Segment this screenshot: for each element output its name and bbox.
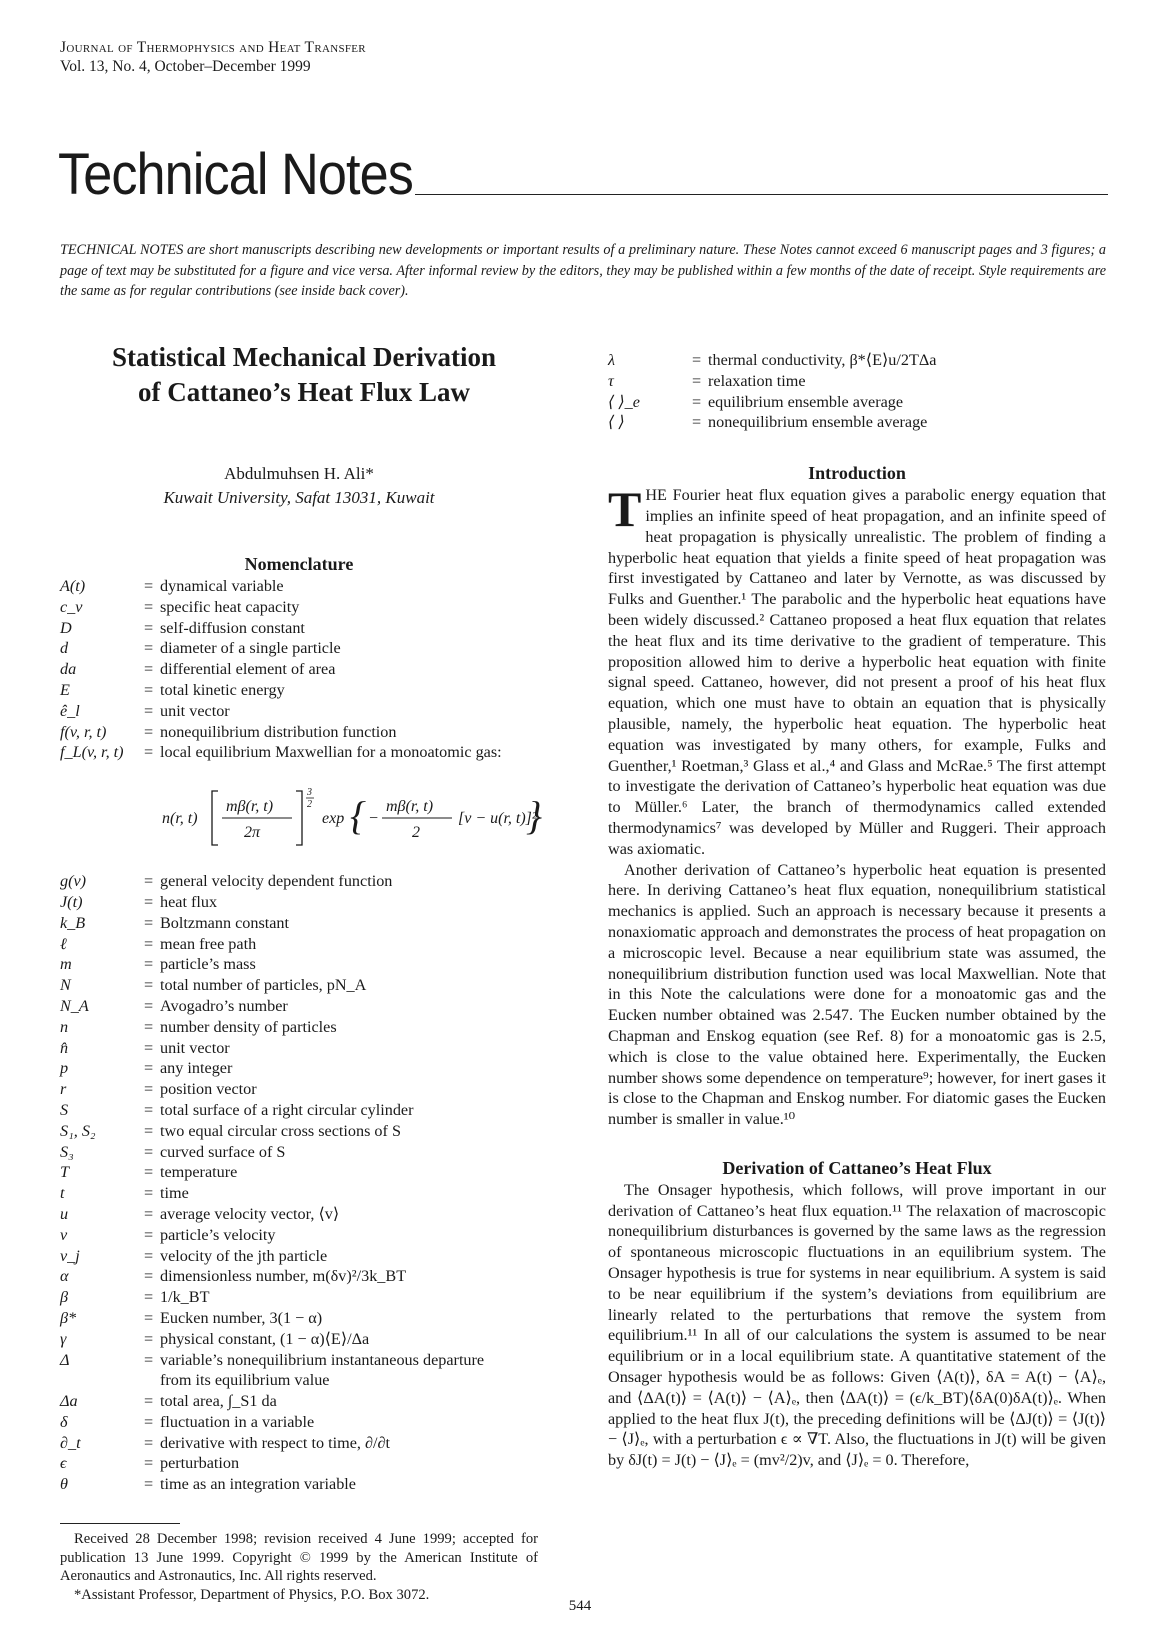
svg-text:3: 3: [307, 787, 312, 799]
nomenclature-definition-text: Avogadro’s number: [160, 996, 288, 1015]
nomenclature-symbol: c_v: [60, 597, 83, 616]
nomenclature-definition: = dimensionless number, m(δv)²/3k_BT: [144, 1267, 407, 1286]
nomenclature-definition-text: thermal conductivity, β*⟨E⟩u/2TΔa: [708, 351, 937, 369]
svg-text:2: 2: [307, 799, 312, 811]
nomenclature-definition: = position vector: [144, 1080, 257, 1099]
nomenclature-entry: [60, 1412, 538, 1433]
footnote-author: *Assistant Professor, Department of Physics, P.O. Box 3072.: [74, 1586, 430, 1603]
nomenclature-definition: = average velocity vector, ⟨v⟩: [144, 1204, 340, 1223]
nomenclature-entry: [60, 1453, 538, 1474]
article-title-line2: of Cattaneo’s Heat Flux Law: [138, 377, 470, 407]
nomenclature-symbol: Δ: [60, 1350, 70, 1369]
nomenclature-symbol: α: [60, 1267, 69, 1286]
nomenclature-definition-text: time as an integration variable: [160, 1475, 356, 1494]
nomenclature-entry: [60, 1350, 538, 1371]
nomenclature-entry: [60, 892, 538, 913]
nomenclature-definition: = variable’s nonequilibrium instantaneous departure: [144, 1350, 485, 1369]
nomenclature-symbol: D: [60, 618, 72, 637]
nomenclature-symbol: v: [60, 1225, 68, 1244]
nomenclature-symbol: f(v, r, t): [60, 722, 107, 741]
nomenclature-definition-text: unit vector: [160, 1038, 230, 1057]
nomenclature-definition-text: dynamical variable: [160, 577, 284, 595]
nomenclature-definition-text: derivative with respect to time, ∂/∂t: [160, 1433, 390, 1452]
nomenclature-symbol: A(t): [60, 577, 86, 595]
nomenclature-definition: = dynamical variable: [144, 577, 284, 595]
nomenclature-symbol: u: [60, 1204, 69, 1223]
nomenclature-definition-text: perturbation: [160, 1454, 240, 1473]
introduction-p1-text: HE Fourier heat flux equation gives a parabolic energy equation that implies an infinite speed of heat propagation, and an infinite speed of heat propagation is physically unrealistic. The problem of finding a hyperbolic heat equation that yields a finite speed of heat propagation was first investigated by Cattaneo and later by Vernotte, as was discussed by Fulks and Guenther.¹ The parabolic and the hyperbolic heat equations have been widely discussed.² Cattaneo proposed a heat flux equation that relates the heat flux and its time derivative to the gradient of temperature. This proposition allowed him to derive a hyperbolic heat equation with finite signal speed. Cattaneo, however, did not present a proof of his heat flux equation, which one must have to obtain an equation that is physically plausible, namely, the hyperbolic heat equation. The hyperbolic heat equation was investigated by many others, for example, Fulks and Guenther,¹ Roetman,³ Glass et al.,⁴ and Glass and McRae.⁵ The first attempt to investigate the derivation of Cattaneo’s hyperbolic heat equation was due to Müller.⁶ Later, the branch of thermodynamics called extended thermodynamics⁷ was developed by Müller and Ruggeri. Their approach was axiomatic.: [608, 486, 1106, 858]
dropcap: T: [608, 481, 642, 538]
nomenclature-definition-text: specific heat capacity: [160, 597, 300, 616]
nomenclature-symbol: β: [60, 1288, 69, 1307]
nomenclature-entry: [60, 1266, 538, 1287]
affiliation: Kuwait University, Safat 13031, Kuwait: [163, 488, 435, 507]
nomenclature-entry: [60, 722, 538, 743]
nomenclature-entry: [60, 1474, 538, 1495]
nomenclature-symbol: τ: [608, 371, 614, 390]
nomenclature-definition: = any integer: [144, 1059, 233, 1078]
svg-text:n(r, t): n(r, t): [162, 810, 198, 828]
nomenclature-symbol: N: [60, 976, 71, 995]
nomenclature-definition: = Avogadro’s number: [144, 996, 288, 1015]
nomenclature-heading: Nomenclature: [244, 554, 354, 574]
nomenclature-entry: [60, 1183, 538, 1204]
nomenclature-entry: [60, 913, 538, 934]
footnotes: [60, 1530, 538, 1604]
nomenclature-definition-text: equilibrium ensemble average: [708, 392, 904, 411]
nomenclature-symbol: J(t): [60, 892, 83, 911]
nomenclature-definition: = temperature: [144, 1163, 238, 1182]
nomenclature-entry: [60, 659, 538, 680]
nomenclature-symbol: k_B: [60, 913, 86, 932]
nomenclature-definition: = general velocity dependent function: [144, 872, 393, 891]
article-title: [70, 340, 538, 410]
nomenclature-symbol: θ: [60, 1475, 68, 1494]
nomenclature-symbol: p: [60, 1059, 69, 1078]
nomenclature-definition: = self-diffusion constant: [144, 618, 305, 637]
nomenclature-symbol: ℓ: [60, 934, 67, 953]
nomenclature-symbol: S₁, S₂: [60, 1121, 96, 1140]
nomenclature-definition-text: differential element of area: [160, 660, 336, 679]
nomenclature-definition-text: particle’s mass: [160, 955, 256, 974]
nomenclature-definition-text: variable’s nonequilibrium instantaneous departure: [160, 1350, 485, 1369]
nomenclature-entry: [60, 1162, 538, 1183]
nomenclature-definition: = two equal circular cross sections of S: [144, 1121, 401, 1140]
nomenclature-entry: [60, 1079, 538, 1100]
nomenclature-entry: [60, 1370, 538, 1391]
nomenclature-definition: = unit vector: [144, 701, 230, 720]
nomenclature-definition-text: heat flux: [160, 892, 218, 911]
nomenclature-entry: [60, 934, 538, 955]
nomenclature-entry: [60, 1038, 538, 1059]
nomenclature-definition-text: mean free path: [160, 934, 257, 953]
nomenclature-definition-text: local equilibrium Maxwellian for a monoatomic gas:: [160, 743, 502, 762]
introduction-p1: [608, 481, 1106, 859]
nomenclature-definition-text: nonequilibrium distribution function: [160, 722, 397, 741]
svg-text:[v − u(r, t)]²: [v − u(r, t)]²: [458, 810, 537, 828]
nomenclature-entry: [60, 1246, 538, 1267]
nomenclature-entry: [608, 412, 1106, 433]
svg-text:mβ(r, t): mβ(r, t): [226, 798, 274, 816]
nomenclature-symbol: ∂_t: [60, 1433, 81, 1452]
nomenclature-definition-text: Boltzmann constant: [160, 913, 290, 932]
nomenclature-definition: = differential element of area: [144, 660, 336, 679]
svg-text:2: 2: [412, 824, 420, 842]
nomenclature-symbol: v_j: [60, 1246, 80, 1265]
nomenclature-definition: = nonequilibrium ensemble average: [692, 413, 928, 432]
nomenclature-definition-text: nonequilibrium ensemble average: [708, 413, 928, 432]
nomenclature-entry: [60, 1329, 538, 1350]
nomenclature-definition-text: velocity of the jth particle: [160, 1246, 328, 1265]
svg-text:}: }: [526, 793, 542, 839]
nomenclature-definition: = diameter of a single particle: [144, 639, 341, 658]
nomenclature-entry: [60, 1391, 538, 1412]
nomenclature-entry: [60, 954, 538, 975]
nomenclature-entry: [608, 371, 1106, 392]
nomenclature-definition-text: curved surface of S: [160, 1142, 286, 1161]
nomenclature-definition: = total area, ∫_S1 da: [144, 1392, 277, 1411]
nomenclature-symbol: d: [60, 639, 69, 658]
nomenclature-symbol: r: [60, 1080, 67, 1099]
nomenclature-definition-text: self-diffusion constant: [160, 618, 305, 637]
nomenclature-entry: [60, 1017, 538, 1038]
nomenclature-entry: [60, 1287, 538, 1308]
nomenclature-definition: = physical constant, (1 − α)⟨E⟩/Δa: [144, 1329, 370, 1348]
nomenclature-definition-text: 1/k_BT: [160, 1288, 210, 1307]
nomenclature-definition-text: temperature: [160, 1163, 238, 1182]
nomenclature-definition-text: physical constant, (1 − α)⟨E⟩/Δa: [160, 1329, 370, 1348]
nomenclature-definition: = unit vector: [144, 1038, 230, 1057]
nomenclature-definition: = total number of particles, pN_A: [144, 976, 367, 995]
journal-volume: Vol. 13, No. 4, October–December 1999: [60, 58, 311, 75]
nomenclature-entry: [608, 392, 1106, 413]
nomenclature-symbol: Δa: [60, 1392, 78, 1411]
nomenclature-entry: [60, 1058, 538, 1079]
nomenclature-definition: = mean free path: [144, 934, 257, 953]
article-title-line1: Statistical Mechanical Derivation: [112, 342, 496, 372]
journal-name: Journal of Thermophysics and Heat Transfer: [60, 39, 366, 56]
nomenclature-symbol: n: [60, 1017, 69, 1036]
nomenclature-definition: = derivative with respect to time, ∂/∂t: [144, 1433, 390, 1452]
nomenclature-list-b: [60, 871, 538, 1495]
nomenclature-definition-text: number density of particles: [160, 1017, 337, 1036]
nomenclature-definition: = equilibrium ensemble average: [692, 392, 904, 411]
nomenclature-symbol: da: [60, 660, 77, 679]
nomenclature-definition-text: dimensionless number, m(δv)²/3k_BT: [160, 1267, 407, 1286]
nomenclature-entry: [60, 975, 538, 996]
page-number: 544: [568, 1598, 592, 1614]
section-note: TECHNICAL NOTES are short manuscripts describing new developments or important results of a preliminary nature. These Notes cannot exceed 6 manuscript pages and 3 figures; a page of text may be substituted for a figure and vice versa. After informal review by the editors, they may be published within a few months of the date of receipt. Style requirements are the same as for regular contributions (see inside back cover).: [60, 242, 1106, 299]
nomenclature-entry: [60, 742, 538, 763]
nomenclature-entry: [60, 996, 538, 1017]
nomenclature-definition: from its equilibrium value: [160, 1371, 330, 1390]
nomenclature-definition: = fluctuation in a variable: [144, 1412, 315, 1431]
nomenclature-definition: = time: [144, 1184, 189, 1203]
introduction-p2: Another derivation of Cattaneo’s hyperbolic heat equation is presented here. In deriving Cattaneo’s heat flux equation, nonequilibrium statistical mechanics is applied. Such an approach is necessary because it presents a nonaxiomatic approach and demonstrates the process of heat propagation on a microscopic level. Because a near equilibrium state was assumed, the nonequilibrium distribution function used was local Maxwellian. Note that in this Note the calculations were done for a monoatomic gas and the Eucken number obtained was 2.547. The Eucken number obtained by the Chapman and Enskog equation (see Ref. 8) for a monoatomic gas is 2.5, which is close to the value obtained here. Experimentally, the Eucken number shows some dependence on temperature⁹; however, for inert gases it is close to the Chapman and Enskog number. For diatomic gases the Eucken number is smaller in value.¹⁰: [608, 860, 1106, 1129]
nomenclature-symbol: ϵ: [60, 1454, 67, 1473]
nomenclature-definition: = relaxation time: [692, 371, 806, 390]
maxwellian-formula: [60, 773, 542, 863]
nomenclature-list-c: [608, 350, 1106, 433]
nomenclature-definition-text: any integer: [160, 1059, 233, 1078]
nomenclature-symbol: ⟨ ⟩: [608, 413, 625, 432]
svg-text:{: {: [350, 793, 366, 839]
nomenclature-definition: = perturbation: [144, 1454, 240, 1473]
nomenclature-definition-text: two equal circular cross sections of S: [160, 1121, 401, 1140]
nomenclature-entry: [60, 1308, 538, 1329]
nomenclature-definition: = total surface of a right circular cylinder: [144, 1100, 414, 1119]
nomenclature-definition-text: relaxation time: [708, 371, 806, 390]
svg-text:2π: 2π: [244, 824, 261, 842]
introduction-heading: Introduction: [808, 463, 906, 484]
nomenclature-definition-text: total number of particles, pN_A: [160, 976, 367, 995]
nomenclature-entry: [60, 576, 538, 597]
nomenclature-entry: [60, 680, 538, 701]
section-title: Technical Notes: [58, 142, 413, 207]
nomenclature-definition-text: particle’s velocity: [160, 1225, 276, 1244]
nomenclature-entry: [60, 1142, 538, 1163]
nomenclature-definition-text: time: [160, 1184, 189, 1203]
nomenclature-symbol: λ: [608, 351, 616, 369]
formula-graphic: [60, 773, 542, 863]
nomenclature-symbol: δ: [60, 1412, 68, 1431]
nomenclature-entry: [60, 597, 538, 618]
nomenclature-symbol: β*: [60, 1308, 77, 1327]
nomenclature-symbol: S₃: [60, 1142, 74, 1161]
nomenclature-definition-text: total area, ∫_S1 da: [160, 1392, 277, 1411]
nomenclature-definition-text: average velocity vector, ⟨v⟩: [160, 1204, 340, 1223]
nomenclature-symbol: ⟨ ⟩_e: [608, 392, 640, 411]
nomenclature-symbol: t: [60, 1184, 65, 1203]
nomenclature-definition: = 1/k_BT: [144, 1288, 210, 1307]
nomenclature-definition: = time as an integration variable: [144, 1475, 356, 1494]
nomenclature-entry: [60, 1225, 538, 1246]
nomenclature-entry: [60, 1100, 538, 1121]
nomenclature-definition: = velocity of the jth particle: [144, 1246, 328, 1265]
nomenclature-entry: [60, 1433, 538, 1454]
nomenclature-definition-text: position vector: [160, 1080, 257, 1099]
nomenclature-definition-text: total kinetic energy: [160, 680, 285, 699]
nomenclature-definition: = local equilibrium Maxwellian for a monoatomic gas:: [144, 743, 502, 762]
nomenclature-entry: [60, 618, 538, 639]
nomenclature-symbol: E: [60, 680, 70, 699]
footnote-received: Received 28 December 1998; revision received 4 June 1999; accepted for publication 13 June 1999. Copyright © 1999 by the American Institute of Aeronautics and Astronautics, Inc. All rights reserved.: [60, 1531, 538, 1585]
nomenclature-definition: = Eucken number, 3(1 − α): [144, 1308, 323, 1327]
svg-text:−: −: [368, 810, 379, 828]
nomenclature-list-a: [60, 576, 538, 763]
nomenclature-definition: = total kinetic energy: [144, 680, 285, 699]
derivation-p1: The Onsager hypothesis, which follows, will prove important in our derivation of Cattaneo’s heat flux equation.¹¹ The relaxation of macroscopic nonequilibrium disturbances is governed by the same laws as the regression of spontaneous microscopic fluctuations in an equilibrium system. The Onsager hypothesis is true for systems in near equilibrium. A system is said to be near equilibrium if the system’s deviations from equilibrium are linearly related to the perturbations that remove the system from equilibrium.¹¹ In all of our calculations the system is assumed to be near equilibrium or in a local equilibrium state. A quantitative statement of the Onsager hypothesis would be as follows: Given ⟨A(t)⟩, δA = A(t) − ⟨A⟩ₑ, and ⟨ΔA(t)⟩ = ⟨A(t)⟩ − ⟨A⟩ₑ, then ⟨ΔA(t)⟩ = (ϵ/k_BT)⟨δA(0)δA(t)⟩ₑ. When applied to the heat flux J(t), the preceding definitions will be ⟨ΔJ(t)⟩ = ⟨J(t)⟩ − ⟨J⟩ₑ, with a perturbation ϵ ∝ ∇T. Also, the fluctuations in J(t) will be given by δJ(t) = J(t) − ⟨J⟩ₑ = (mv²/2)v, and ⟨J⟩ₑ = 0. Therefore,: [608, 1180, 1106, 1470]
nomenclature-definition: = heat flux: [144, 892, 218, 911]
nomenclature-entry: [60, 638, 538, 659]
nomenclature-definition-text: Eucken number, 3(1 − α): [160, 1308, 323, 1327]
footnote-rule: [60, 1523, 180, 1524]
nomenclature-entry: [60, 701, 538, 722]
section-rule: [415, 194, 1108, 195]
nomenclature-definition: = curved surface of S: [144, 1142, 286, 1161]
nomenclature-definition-text: general velocity dependent function: [160, 872, 393, 891]
nomenclature-entry: [608, 350, 1106, 371]
nomenclature-symbol: m: [60, 955, 72, 974]
nomenclature-entry: [60, 1204, 538, 1225]
nomenclature-symbol: ê_l: [60, 701, 80, 720]
nomenclature-definition: = particle’s mass: [144, 955, 256, 974]
nomenclature-definition: = thermal conductivity, β*⟨E⟩u/2TΔa: [692, 351, 937, 369]
right-column: [608, 350, 1106, 1471]
journal-header: [60, 38, 366, 76]
nomenclature-symbol: f_L(v, r, t): [60, 743, 124, 762]
author: Abdulmuhsen H. Ali*: [224, 464, 374, 483]
svg-text:mβ(r, t): mβ(r, t): [386, 798, 434, 816]
derivation-heading: Derivation of Cattaneo’s Heat Flux: [722, 1157, 992, 1178]
nomenclature-symbol: T: [60, 1163, 70, 1182]
nomenclature-symbol: n̂: [60, 1038, 69, 1057]
nomenclature-entry: [60, 1121, 538, 1142]
svg-text:exp: exp: [322, 810, 345, 828]
nomenclature-definition-text: diameter of a single particle: [160, 639, 341, 658]
nomenclature-definition: = nonequilibrium distribution function: [144, 722, 397, 741]
nomenclature-definition: = specific heat capacity: [144, 597, 300, 616]
nomenclature-definition-text: unit vector: [160, 701, 230, 720]
nomenclature-definition: = particle’s velocity: [144, 1225, 276, 1244]
nomenclature-definition-text: fluctuation in a variable: [160, 1412, 315, 1431]
nomenclature-symbol: γ: [60, 1329, 67, 1348]
nomenclature-symbol: N_A: [60, 996, 89, 1015]
nomenclature-definition: = Boltzmann constant: [144, 913, 290, 932]
nomenclature-symbol: S: [60, 1100, 69, 1119]
nomenclature-definition-text: total surface of a right circular cylinder: [160, 1100, 414, 1119]
nomenclature-entry: [60, 871, 538, 892]
nomenclature-definition: = number density of particles: [144, 1017, 337, 1036]
nomenclature-symbol: g(v): [60, 872, 87, 891]
section-header: [58, 140, 1108, 210]
left-column: [60, 340, 542, 1604]
